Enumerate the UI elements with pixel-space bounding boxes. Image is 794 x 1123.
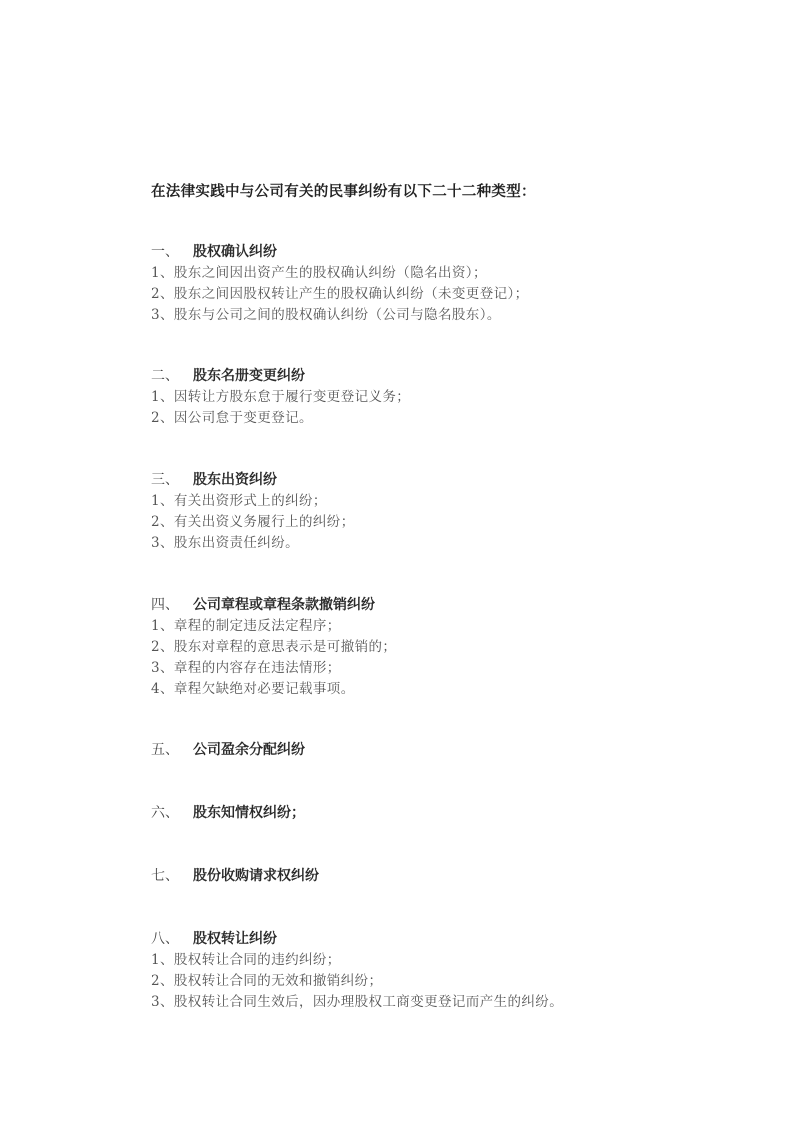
list-item: 2、股东对章程的意思表示是可撤销的； bbox=[151, 639, 397, 655]
section-heading bbox=[151, 470, 355, 491]
section-heading bbox=[151, 803, 305, 824]
section-heading bbox=[151, 595, 396, 616]
section-heading bbox=[151, 740, 305, 761]
section-heading bbox=[151, 242, 529, 263]
list-item: 2、股权转让合同的无效和撤销纠纷； bbox=[151, 973, 383, 989]
section-title: 股东名册变更纠纷 bbox=[193, 368, 305, 384]
list-item: 1、股东之间因出资产生的股权确认纠纷（隐名出资）； bbox=[151, 265, 487, 281]
list-item: 1、因转让方股东怠于履行变更登记义务； bbox=[151, 389, 411, 405]
list-item: 4、章程欠缺绝对必要记载事项。 bbox=[151, 681, 355, 697]
section-2 bbox=[151, 366, 410, 429]
section-title: 股东知情权纠纷； bbox=[193, 805, 305, 821]
section-heading bbox=[151, 929, 563, 950]
section-number: 二、 bbox=[151, 368, 179, 384]
section-heading bbox=[151, 866, 319, 887]
list-item: 3、股权转让合同生效后，因办理股权工商变更登记而产生的纠纷。 bbox=[151, 994, 564, 1010]
section-number: 三、 bbox=[151, 472, 179, 488]
list-item: 2、股东之间因股权转让产生的股权确认纠纷（未变更登记）； bbox=[151, 286, 529, 302]
section-number: 一、 bbox=[151, 244, 179, 260]
section-number: 五、 bbox=[151, 742, 179, 758]
section-title: 股权确认纠纷 bbox=[193, 244, 277, 260]
section-4 bbox=[151, 595, 396, 700]
section-8 bbox=[151, 929, 563, 1013]
section-number: 八、 bbox=[151, 931, 179, 947]
section-7 bbox=[151, 866, 319, 887]
list-item: 1、有关出资形式上的纠纷； bbox=[151, 493, 327, 509]
list-item: 2、有关出资义务履行上的纠纷； bbox=[151, 514, 355, 530]
section-3 bbox=[151, 470, 355, 554]
section-number: 六、 bbox=[151, 805, 179, 821]
list-item: 3、股东与公司之间的股权确认纠纷（公司与隐名股东）。 bbox=[151, 307, 501, 323]
section-title: 公司章程或章程条款撤销纠纷 bbox=[193, 597, 375, 613]
list-item: 1、股权转让合同的违约纠纷； bbox=[151, 952, 341, 968]
section-heading bbox=[151, 366, 410, 387]
section-number: 七、 bbox=[151, 868, 179, 884]
section-title: 公司盈余分配纠纷 bbox=[193, 742, 305, 758]
section-number: 四、 bbox=[151, 597, 179, 613]
section-title: 股份收购请求权纠纷 bbox=[193, 868, 319, 884]
section-6 bbox=[151, 803, 305, 824]
section-title: 股权转让纠纷 bbox=[193, 931, 277, 947]
list-item: 3、股东出资责任纠纷。 bbox=[151, 535, 299, 551]
section-title: 股东出资纠纷 bbox=[193, 472, 277, 488]
intro-paragraph: 在法律实践中与公司有关的民事纠纷有以下二十二种类型： bbox=[151, 183, 536, 200]
list-item: 2、因公司怠于变更登记。 bbox=[151, 410, 313, 426]
section-5 bbox=[151, 740, 305, 761]
list-item: 3、章程的内容存在违法情形； bbox=[151, 660, 341, 676]
list-item: 1、章程的制定违反法定程序； bbox=[151, 618, 341, 634]
section-1 bbox=[151, 242, 529, 326]
